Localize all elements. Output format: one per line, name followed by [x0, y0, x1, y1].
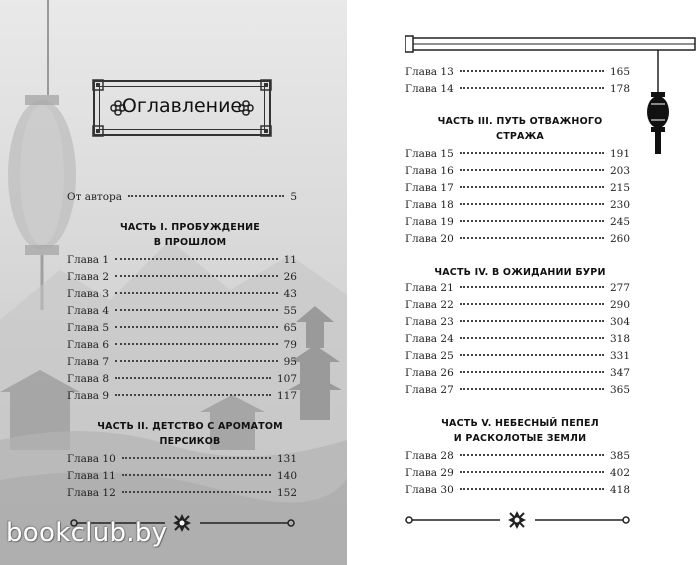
toc-entry[interactable] — [405, 83, 630, 99]
entry-page: 245 — [609, 216, 630, 228]
dot-leader — [460, 87, 604, 89]
toc-entry[interactable] — [405, 199, 630, 215]
toc-entry[interactable] — [405, 450, 630, 466]
toc-entry[interactable] — [405, 350, 630, 366]
entry-label: Глава 29 — [405, 467, 454, 479]
toc-entry[interactable] — [67, 322, 297, 338]
dot-leader — [460, 169, 604, 171]
toc-entry[interactable] — [405, 367, 630, 383]
toc-title: Оглавление — [121, 95, 243, 117]
toc-entry[interactable] — [67, 271, 297, 287]
entry-label: Глава 5 — [67, 322, 110, 334]
entry-label: Глава 30 — [405, 484, 454, 496]
part-title-line: В ПРОШЛОМ — [153, 237, 227, 248]
frame-corner-ornament — [260, 125, 272, 137]
toc-entry[interactable] — [67, 356, 297, 372]
entry-label: Глава 11 — [67, 470, 116, 482]
dot-leader — [115, 275, 278, 277]
toc-entry[interactable] — [405, 316, 630, 332]
toc-entry[interactable] — [67, 339, 297, 355]
entry-page: 152 — [276, 487, 297, 499]
entry-page: 402 — [609, 467, 630, 479]
entry-page: 347 — [609, 367, 630, 379]
entry-label: Глава 13 — [405, 66, 454, 78]
hanging-lantern-icon — [647, 92, 669, 154]
toc-entry[interactable] — [405, 233, 630, 249]
toc-entry[interactable] — [405, 333, 630, 349]
entry-page: 5 — [290, 191, 297, 203]
toc-entry[interactable] — [67, 487, 297, 503]
part-heading — [405, 416, 635, 446]
right-page — [395, 0, 700, 565]
toc-entry-intro[interactable] — [67, 191, 297, 207]
flower-ornament-icon — [173, 514, 191, 532]
dot-leader — [460, 70, 604, 72]
dot-leader — [460, 203, 604, 205]
part-title-line: ЧАСТЬ III. ПУТЬ ОТВАЖНОГО — [437, 116, 603, 127]
dot-leader — [128, 195, 284, 197]
toc-title-frame — [93, 80, 271, 136]
dot-leader — [460, 471, 604, 473]
entry-label: Глава 28 — [405, 450, 454, 462]
entry-page: 203 — [609, 165, 630, 177]
toc-entry[interactable] — [405, 282, 630, 298]
entry-label: Глава 16 — [405, 165, 454, 177]
entry-page: 260 — [609, 233, 630, 245]
entry-label: Глава 21 — [405, 282, 454, 294]
entry-label: Глава 15 — [405, 148, 454, 160]
entry-page: 277 — [609, 282, 630, 294]
toc-entry[interactable] — [405, 66, 630, 82]
entry-label: Глава 9 — [67, 390, 110, 402]
entry-page: 385 — [609, 450, 630, 462]
dot-leader — [115, 394, 271, 396]
part-heading — [405, 265, 635, 280]
entry-page: 26 — [283, 271, 297, 283]
entry-page: 178 — [609, 83, 630, 95]
entry-label: Глава 20 — [405, 233, 454, 245]
entry-label: От автора — [67, 191, 123, 203]
entry-label: Глава 4 — [67, 305, 110, 317]
entry-page: 331 — [609, 350, 630, 362]
dot-leader — [460, 488, 604, 490]
entry-page: 215 — [609, 182, 630, 194]
toc-entry[interactable] — [405, 467, 630, 483]
toc-entry[interactable] — [405, 484, 630, 500]
dot-leader — [460, 220, 604, 222]
entry-page: 230 — [609, 199, 630, 211]
toc-entry[interactable] — [67, 373, 297, 389]
entry-page: 165 — [609, 66, 630, 78]
entry-page: 140 — [276, 470, 297, 482]
left-page — [0, 0, 347, 565]
entry-page: 418 — [609, 484, 630, 496]
entry-label: Глава 1 — [67, 254, 110, 266]
dot-leader — [115, 309, 278, 311]
knot-ornament-icon — [237, 99, 255, 117]
entry-label: Глава 25 — [405, 350, 454, 362]
dot-leader — [460, 354, 604, 356]
entry-page: 318 — [609, 333, 630, 345]
toc-entry[interactable] — [67, 453, 297, 469]
frame-corner-ornament — [92, 125, 104, 137]
toc-entry[interactable] — [405, 182, 630, 198]
toc-entry[interactable] — [405, 299, 630, 315]
entry-page: 55 — [283, 305, 297, 317]
entry-label: Глава 27 — [405, 384, 454, 396]
entry-page: 304 — [609, 316, 630, 328]
entry-page: 65 — [283, 322, 297, 334]
toc-entry[interactable] — [405, 165, 630, 181]
entry-label: Глава 12 — [67, 487, 116, 499]
toc-entry[interactable] — [67, 470, 297, 486]
entry-label: Глава 7 — [67, 356, 110, 368]
dot-leader — [460, 237, 604, 239]
entry-label: Глава 8 — [67, 373, 110, 385]
entry-label: Глава 3 — [67, 288, 110, 300]
dot-leader — [115, 343, 278, 345]
entry-label: Глава 6 — [67, 339, 110, 351]
part-heading — [75, 220, 305, 250]
part-title-line: СТРАЖА — [496, 131, 544, 142]
toc-entry[interactable] — [405, 148, 630, 164]
watermark: bookclub.by — [6, 518, 168, 548]
part-heading — [405, 114, 635, 144]
part-title-line: И РАСКОЛОТЫЕ ЗЕМЛИ — [453, 433, 587, 444]
entry-label: Глава 24 — [405, 333, 454, 345]
entry-page: 290 — [609, 299, 630, 311]
entry-label: Глава 22 — [405, 299, 454, 311]
toc-entry[interactable] — [405, 216, 630, 232]
entry-page: 79 — [283, 339, 297, 351]
dot-leader — [122, 457, 271, 459]
entry-page: 107 — [276, 373, 297, 385]
dot-leader — [122, 491, 271, 493]
part-title-line: ЧАСТЬ IV. В ОЖИДАНИИ БУРИ — [434, 267, 606, 278]
dot-leader — [460, 388, 604, 390]
entry-page: 117 — [276, 390, 297, 402]
part-title-line: ЧАСТЬ II. ДЕТСТВО С АРОМАТОМ — [97, 421, 283, 432]
entry-label: Глава 26 — [405, 367, 454, 379]
dot-leader — [115, 292, 278, 294]
entry-page: 131 — [276, 453, 297, 465]
dot-leader — [122, 474, 271, 476]
toc-entry[interactable] — [67, 254, 297, 270]
flower-ornament-icon — [508, 511, 526, 529]
entry-label: Глава 2 — [67, 271, 110, 283]
entry-label: Глава 23 — [405, 316, 454, 328]
entry-label: Глава 18 — [405, 199, 454, 211]
part-title-line: ПЕРСИКОВ — [159, 436, 221, 447]
entry-page: 95 — [283, 356, 297, 368]
entry-page: 43 — [283, 288, 297, 300]
toc-entry[interactable] — [67, 305, 297, 321]
frame-corner-ornament — [260, 79, 272, 91]
dot-leader — [460, 286, 604, 288]
entry-label: Глава 10 — [67, 453, 116, 465]
dot-leader — [460, 371, 604, 373]
part-heading — [70, 419, 310, 449]
part-title-line: ЧАСТЬ V. НЕБЕСНЫЙ ПЕПЕЛ — [441, 418, 599, 429]
footer-ornament — [405, 510, 630, 530]
entry-page: 191 — [609, 148, 630, 160]
entry-label: Глава 14 — [405, 83, 454, 95]
dot-leader — [460, 337, 604, 339]
entry-page: 11 — [283, 254, 297, 266]
entry-label: Глава 17 — [405, 182, 454, 194]
toc-entry[interactable] — [67, 288, 297, 304]
dot-leader — [115, 360, 278, 362]
dot-leader — [460, 303, 604, 305]
dot-leader — [460, 186, 604, 188]
toc-entry[interactable] — [405, 384, 630, 400]
dot-leader — [115, 377, 271, 379]
frame-corner-ornament — [92, 79, 104, 91]
dot-leader — [460, 320, 604, 322]
dot-leader — [460, 152, 604, 154]
part-title-line: ЧАСТЬ I. ПРОБУЖДЕНИЕ — [119, 222, 260, 233]
entry-page: 365 — [609, 384, 630, 396]
dot-leader — [460, 454, 604, 456]
dot-leader — [115, 326, 278, 328]
dot-leader — [115, 258, 278, 260]
entry-label: Глава 19 — [405, 216, 454, 228]
toc-entry[interactable] — [67, 390, 297, 406]
